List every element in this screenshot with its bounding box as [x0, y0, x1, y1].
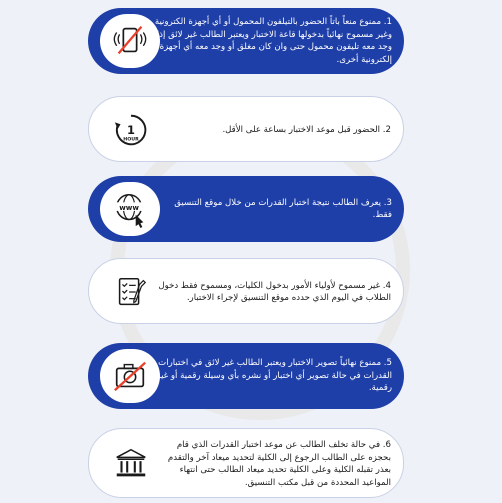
- rule-text: 5. ممنوع نهائياً تصوير الاختبار ويعتبر الطالب غير لائق في اختبارات القدرات في حالة تصوير أي اختبار أو نشره بأي وسيلة رقمية أو غير رقمية.: [156, 358, 392, 394]
- rule-text: 2. الحضور قبل موعد الاختبار بساعة على الأقل.: [222, 124, 391, 135]
- rule-item-1: [88, 8, 404, 74]
- icon-container: [100, 349, 160, 403]
- rule-item-5: [88, 343, 404, 409]
- no-camera-icon: [111, 357, 149, 395]
- document-checklist-icon: [112, 273, 150, 311]
- one-hour-icon: [112, 111, 150, 149]
- rule-item-6: [88, 428, 404, 498]
- icon-container: [101, 437, 161, 491]
- rule-item-3: [88, 176, 404, 242]
- rule-item-4: [88, 258, 404, 324]
- icon-www-label: www: [119, 202, 139, 212]
- www-globe-icon: [111, 190, 149, 228]
- rule-text: 6. في حالة تخلف الطالب عن موعد اختبار القدرات الذي قام بحجزه على الطالب الرجوع إلى الكلية لتحديد ميعاد آخر والتقدم بعذر تقبله الكلية وعلى الكلية تحديد ميعاد الطالب حتى انتهاء المواعيد المحددة من قبل مكتب التنسيق.: [167, 440, 391, 488]
- icon-container: [100, 14, 160, 68]
- icon-caption: HOUR: [123, 137, 139, 143]
- rule-item-2: [88, 96, 404, 162]
- university-building-icon: [112, 445, 150, 483]
- rule-text: 3. يعرف الطالب نتيجة اختبار القدرات من خلال موقع التنسيق فقط.: [174, 197, 392, 220]
- icon-container: [101, 103, 161, 157]
- icon-container: [101, 265, 161, 319]
- icon-container: [100, 182, 160, 236]
- rule-text: 1. ممنوع منعاً باتاً الحضور بالتيلفون المحمول أو أي أجهزة الكترونية وغير مسموح نهائياً بدخولها قاعة الاختبار ويعتبر الطالب غير لائق إذا وجد معه تليفون محمول حتى وان كان مغلق أو وجد معه أي أجهزة إلكترونية أخرى.: [154, 17, 392, 65]
- icon-number: 1: [127, 122, 135, 137]
- no-phone-icon: [111, 22, 149, 60]
- rule-text: 4. غير مسموح لأولياء الأمور بدخول الكليات، ومسموح فقط دخول الطلاب في اليوم الذي حدده موقع التنسيق لإجراء الاختبار.: [158, 280, 391, 303]
